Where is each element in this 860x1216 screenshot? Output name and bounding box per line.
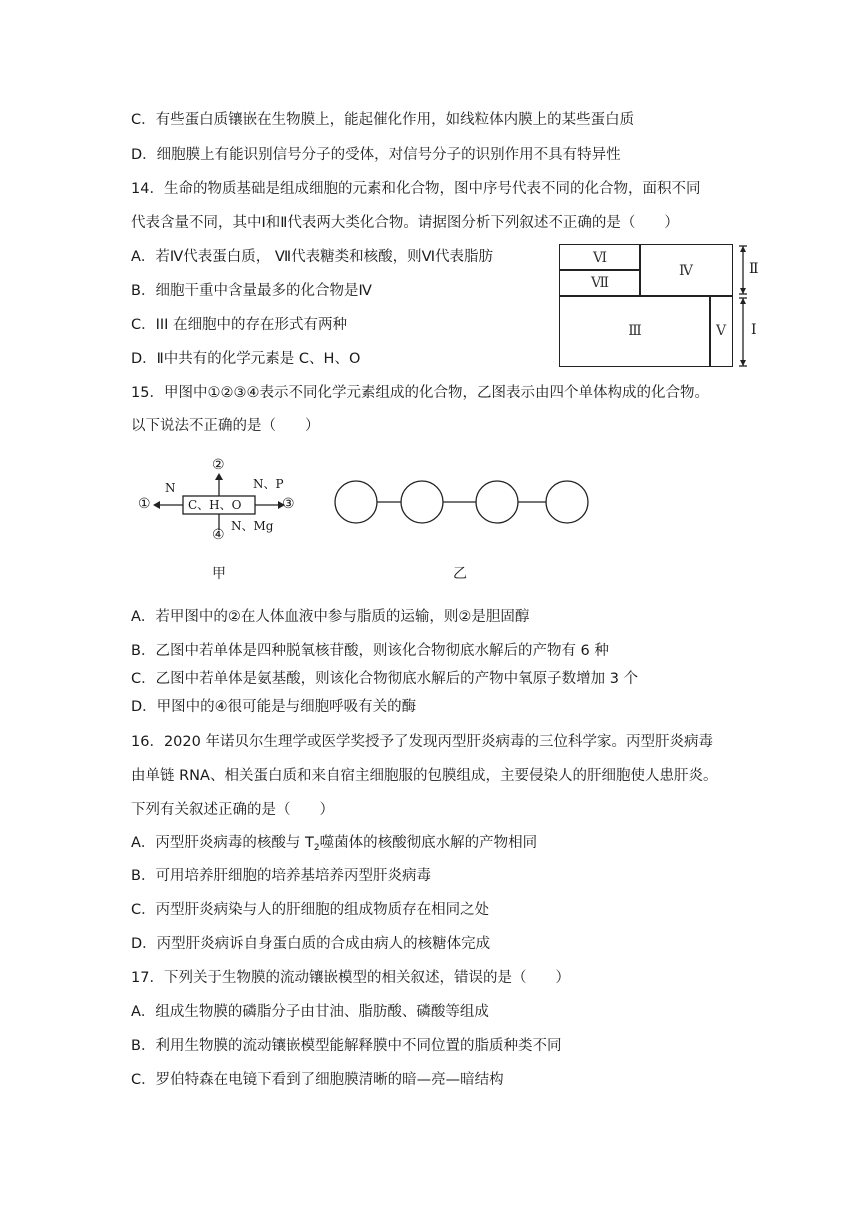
option-14a: A．若Ⅳ代表蛋白质， Ⅶ代表糖类和核酸，则Ⅵ代表脂肪 bbox=[131, 249, 494, 265]
compound-3: ③ bbox=[282, 496, 295, 512]
box-iv: Ⅳ bbox=[639, 244, 733, 297]
range-brackets bbox=[735, 240, 765, 372]
compound-area-diagram bbox=[555, 240, 765, 372]
center-elements: C、H、O bbox=[188, 498, 242, 512]
label-ii: Ⅱ bbox=[749, 261, 759, 277]
option-16c: C．丙型肝炎病染与人的肝细胞的组成物质存在相同之处 bbox=[131, 902, 490, 918]
question-16-stem-3: 下列有关叙述正确的是（ ） bbox=[131, 802, 334, 818]
question-15-stem-2: 以下说法不正确的是（ ） bbox=[131, 418, 320, 434]
compound-4: ④ bbox=[212, 527, 225, 543]
element-left: N bbox=[165, 481, 176, 495]
label-i: Ⅰ bbox=[751, 322, 757, 338]
option-17c: C．罗伯特森在电镜下看到了细胞膜清晰的暗—亮—暗结构 bbox=[131, 1072, 504, 1088]
option-14b: B．细胞干重中含量最多的化合物是Ⅳ bbox=[131, 283, 372, 299]
box-vi: Ⅵ bbox=[559, 244, 641, 271]
box-iii: Ⅲ bbox=[559, 295, 711, 367]
option-15a: A．若甲图中的②在人体血液中参与脂质的运输，则②是胆固醇 bbox=[131, 609, 530, 625]
compound-1: ① bbox=[138, 496, 151, 512]
option-16a: A．丙型肝炎病毒的核酸与 $T_2$噬菌体的核酸彻底水解的产物相同 bbox=[131, 835, 538, 853]
question-14-stem-1: 14．生命的物质基础是组成细胞的元素和化合物，图中序号代表不同的化合物，面积不同 bbox=[131, 181, 701, 197]
label-yi: 乙 bbox=[453, 566, 467, 582]
compound-2: ② bbox=[212, 457, 225, 473]
element-right: N、P bbox=[253, 477, 284, 491]
question-14-stem-2: 代表含量不同，其中Ⅰ和Ⅱ代表两大类化合物。请据图分析下列叙述不正确的是（ ） bbox=[131, 215, 679, 231]
option-16b: B．可用培养肝细胞的培养基培养丙型肝炎病毒 bbox=[131, 868, 431, 884]
box-v: Ⅴ bbox=[709, 295, 733, 367]
option-15b: B．乙图中若单体是四种脱氧核苷酸，则该化合物彻底水解后的产物有 6 种 bbox=[131, 643, 609, 659]
option-15c: C．乙图中若单体是氨基酸，则该化合物彻底水解后的产物中氧原子数增加 3 个 bbox=[131, 671, 639, 687]
box-vii: Ⅶ bbox=[559, 269, 641, 297]
element-bottom: N、Mg bbox=[231, 519, 274, 533]
question-15-stem-1: 15．甲图中①②③④表示不同化学元素组成的化合物，乙图表示由四个单体构成的化合物。 bbox=[131, 385, 709, 401]
label-jia: 甲 bbox=[212, 566, 226, 582]
question-16-stem-1: 16．2020 年诺贝尔生理学或医学奖授予了发现丙型肝炎病毒的三位科学家。丙型肝炎病毒 bbox=[131, 734, 713, 750]
option-13c: C．有些蛋白质镶嵌在生物膜上，能起催化作用，如线粒体内膜上的某些蛋白质 bbox=[131, 112, 635, 128]
option-14d: D．Ⅱ中共有的化学元素是 C、H、O bbox=[131, 351, 361, 367]
option-13d: D．细胞膜上有能识别信号分子的受体，对信号分子的识别作用不具有特异性 bbox=[131, 147, 621, 163]
option-16d: D．丙型肝炎病诉自身蛋白质的合成由病人的核糖体完成 bbox=[131, 936, 491, 952]
question-17-stem: 17．下列关于生物膜的流动镶嵌模型的相关叙述，错误的是（ ） bbox=[131, 970, 570, 986]
option-17b: B．利用生物膜的流动镶嵌模型能解释膜中不同位置的脂质种类不同 bbox=[131, 1038, 562, 1054]
option-17a: A．组成生物膜的磷脂分子由甘油、脂肪酸、磷酸等组成 bbox=[131, 1004, 489, 1020]
option-15d: D．甲图中的④很可能是与细胞呼吸有关的酶 bbox=[131, 699, 417, 715]
option-14c: C．III 在细胞中的存在形式有两种 bbox=[131, 317, 348, 333]
question-16-stem-2: 由单链 RNA、相关蛋白质和来自宿主细胞服的包膜组成，主要侵染人的肝细胞使人患肝炎。 bbox=[131, 768, 718, 784]
compound-elements-diagram bbox=[135, 455, 615, 585]
